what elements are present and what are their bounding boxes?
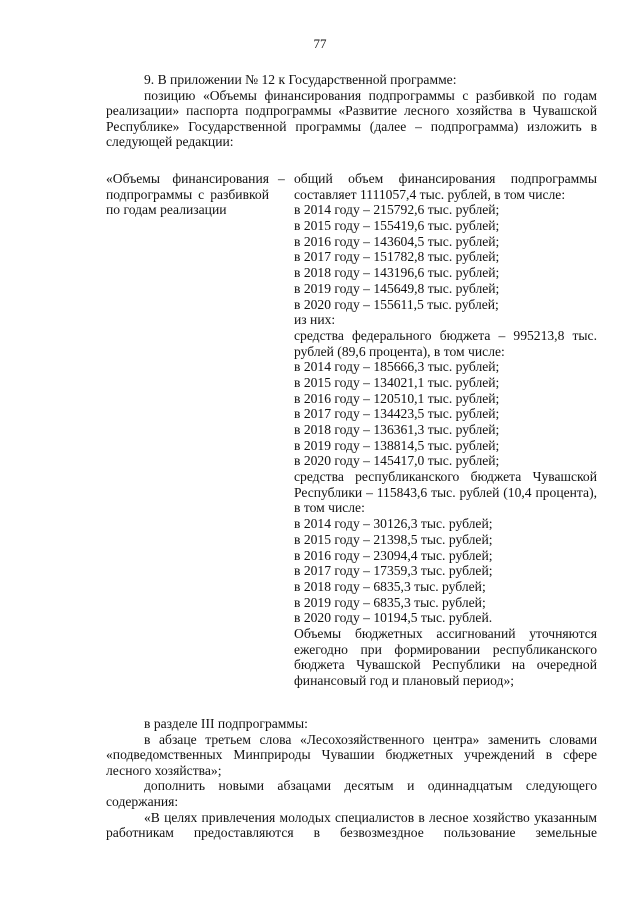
total-years-list (294, 202, 597, 312)
list-item: в 2020 году – 155611,5 тыс. рублей; (294, 296, 499, 312)
list-item: в 2015 году – 134021,1 тыс. рублей; (294, 374, 500, 390)
intro-section (106, 72, 597, 150)
list-item: в 2019 году – 145649,8 тыс. рублей; (294, 280, 500, 296)
outro-p3: дополнить новыми абзацами десятым и одиннадцатым следующего содержания: (106, 778, 597, 809)
list-item: в 2016 году – 143604,5 тыс. рублей; (294, 233, 500, 249)
list-item: в 2016 году – 23094,4 тыс. рублей; (294, 547, 493, 563)
list-item: в 2018 году – 6835,3 тыс. рублей; (294, 578, 486, 594)
intro-item: 9. В приложении № 12 к Государственной программе: (144, 72, 457, 87)
total-line: общий объем финансирования подпрограммы составляет 1111057,4 тыс. рублей, в том числе: (294, 171, 597, 202)
list-item: в 2019 году – 138814,5 тыс. рублей; (294, 437, 500, 453)
republic-line: средства республиканского бюджета Чувашской Республики – 115843,6 тыс. рублей (10,4 процента), в том числе: (294, 469, 597, 516)
outro-section (106, 716, 597, 841)
list-item: в 2019 году – 6835,3 тыс. рублей; (294, 594, 486, 610)
list-item: в 2014 году – 215792,6 тыс. рублей; (294, 202, 500, 218)
list-item: в 2020 году – 10194,5 тыс. рублей. (294, 610, 493, 626)
dash-separator: – (278, 171, 285, 186)
federal-years-list (294, 359, 597, 469)
list-item: в 2015 году – 155419,6 тыс. рублей; (294, 218, 500, 234)
republic-years-list (294, 516, 597, 626)
outro-p1: в разделе III подпрограммы: (144, 716, 308, 731)
closing-note: Объемы бюджетных ассигнований уточняются ежегодно при формировании республиканского бюджета Чувашской Республики на очередной финансовый год и плановый период»; (294, 625, 597, 688)
list-item: в 2014 году – 185666,3 тыс. рублей; (294, 359, 500, 375)
list-item: в 2017 году – 134423,5 тыс. рублей; (294, 406, 500, 422)
list-item: в 2020 году – 145417,0 тыс. рублей; (294, 453, 500, 469)
page-number: 77 (313, 36, 327, 51)
list-item: в 2015 году – 21398,5 тыс. рублей; (294, 531, 493, 547)
right-cell (294, 171, 597, 689)
list-item: в 2018 году – 143196,6 тыс. рублей; (294, 265, 500, 281)
list-item: в 2014 году – 30126,3 тыс. рублей; (294, 516, 493, 532)
left-label: «Объемы финансирования подпрограммы с разбивкой по годам реализации (106, 171, 269, 218)
federal-line: средства федерального бюджета – 995213,8 тыс. рублей (89,6 процента), в том числе: (294, 327, 597, 359)
list-item: в 2017 году – 17359,3 тыс. рублей; (294, 563, 493, 579)
funding-table (106, 171, 597, 711)
outro-p2: в абзаце третьем слова «Лесохозяйственного центра» заменить словами «подведомственных Минприроды Чувашии бюджетных учреждений в сфере лесного хозяйства»; (106, 731, 597, 778)
intro-paragraph: позицию «Объемы финансирования подпрограммы с разбивкой по годам реализации» паспорта подпрограммы «Развитие лесного хозяйства в Чувашской Республике» Государственной программы (далее – подпрограмма) изложить в следующей редакции: (106, 87, 597, 150)
of-them: из них: (294, 312, 336, 328)
list-item: в 2016 году – 120510,1 тыс. рублей; (294, 390, 500, 406)
outro-p4: «В целях привлечения молодых специалистов в лесное хозяйство указанным работникам предоставляются в безвозмездное пользование земельные (106, 809, 597, 841)
list-item: в 2017 году – 151782,8 тыс. рублей; (294, 249, 500, 265)
list-item: в 2018 году – 136361,3 тыс. рублей; (294, 422, 500, 437)
